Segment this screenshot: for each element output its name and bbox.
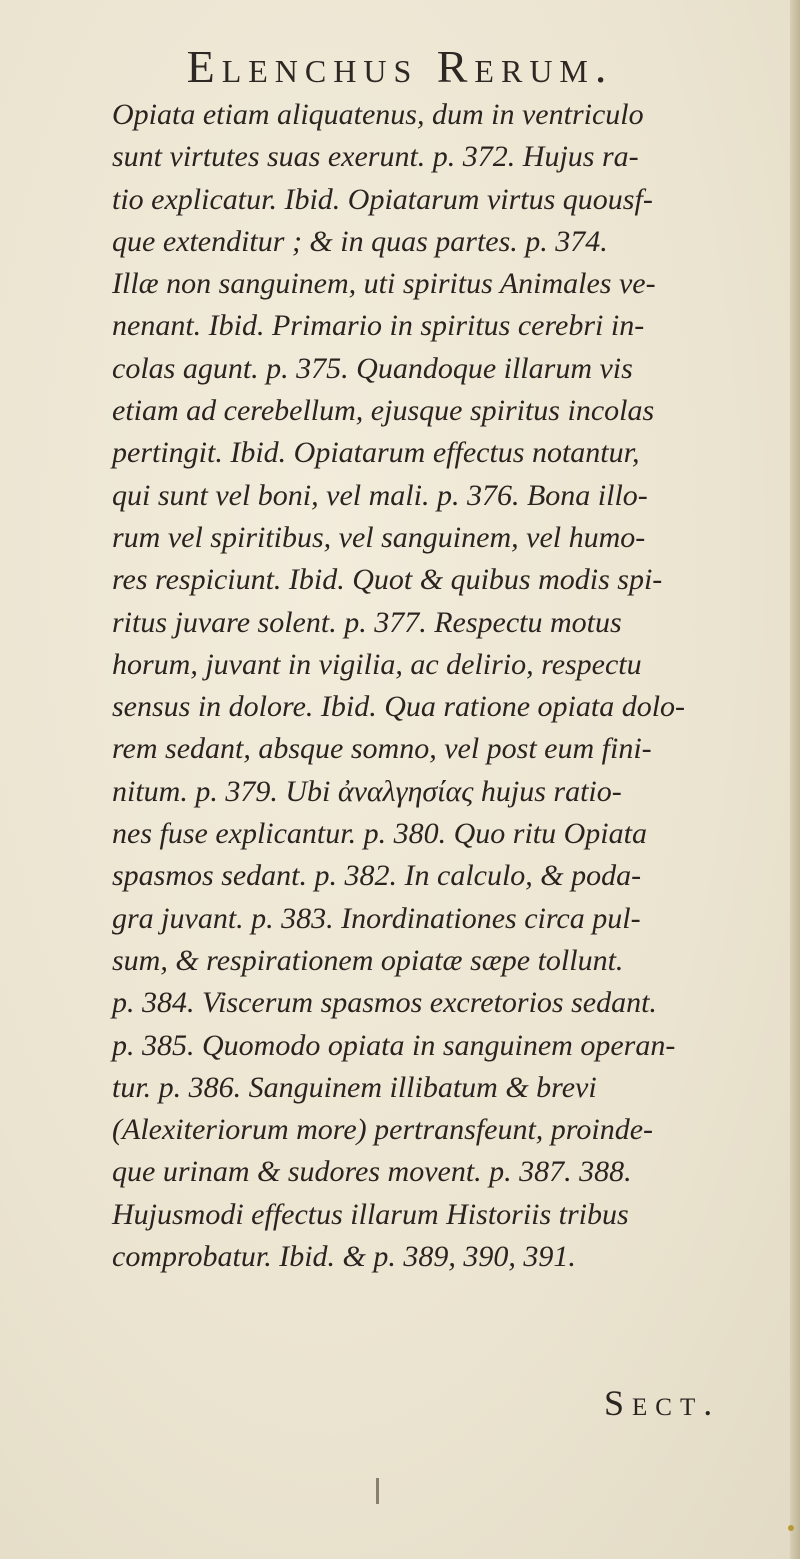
- stain-mark: [788, 1525, 794, 1531]
- text-line: Illæ non sanguinem, uti spiritus Animales ve-: [112, 267, 656, 301]
- index-entry-text: [112, 94, 800, 1278]
- catchword: Sect.: [604, 1383, 721, 1423]
- text-line: rum vel spiritibus, vel sanguinem, vel humo-: [112, 520, 646, 554]
- text-line: Opiata etiam aliquatenus, dum in ventriculo: [112, 98, 644, 131]
- text-line: sunt virtutes suas exerunt. p. 372. Hujus ra-: [112, 140, 639, 174]
- text-line: horum, juvant in vigilia, ac delirio, respectu: [112, 647, 642, 681]
- text-line: qui sunt vel boni, vel mali. p. 376. Bona illo-: [112, 478, 648, 512]
- text-line: nitum. p. 379. Ubi ἀναλγησίας hujus ratio-: [112, 774, 622, 808]
- text-line: etiam ad cerebellum, ejusque spiritus incolas: [112, 394, 655, 428]
- page-header: Elenchus Rerum.: [186, 41, 614, 92]
- text-line: colas agunt. p. 375. Quandoque illarum vis: [112, 351, 633, 385]
- text-line: que extenditur ; & in quas partes. p. 374.: [112, 224, 608, 258]
- text-line: sum, & respirationem opiatæ sæpe tollunt.: [112, 943, 624, 977]
- text-line: res respiciunt. Ibid. Quot & quibus modis spi-: [112, 563, 663, 597]
- text-line: tio explicatur. Ibid. Opiatarum virtus quousf-: [112, 182, 653, 216]
- text-line: pertingit. Ibid. Opiatarum effectus notantur,: [112, 436, 640, 470]
- text-line: gra juvant. p. 383. Inordinationes circa pul-: [112, 901, 641, 935]
- text-line: Hujusmodi effectus illarum Historiis tribus: [112, 1197, 629, 1231]
- text-line: sensus in dolore. Ibid. Qua ratione opiata dolo-: [112, 690, 686, 724]
- text-line: p. 385. Quomodo opiata in sanguinem operan-: [112, 1028, 676, 1062]
- text-line: nes fuse explicantur. p. 380. Quo ritu Opiata: [112, 817, 647, 851]
- text-line: tur. p. 386. Sanguinem illibatum & brevi: [112, 1070, 597, 1104]
- printer-mark: [376, 1478, 379, 1504]
- text-line: rem sedant, absque somno, vel post eum fini-: [112, 732, 652, 766]
- text-line: que urinam & sudores movent. p. 387. 388.: [112, 1155, 632, 1189]
- text-line: nenant. Ibid. Primario in spiritus cerebri in-: [112, 309, 645, 343]
- text-line: p. 384. Viscerum spasmos excretorios sedant.: [112, 986, 657, 1020]
- text-line: spasmos sedant. p. 382. In calculo, & poda-: [112, 859, 642, 893]
- text-line: comprobatur. Ibid. & p. 389, 390, 391.: [112, 1240, 576, 1274]
- text-line: ritus juvare solent. p. 377. Respectu motus: [112, 605, 622, 639]
- text-line: (Alexiteriorum more) pertransfeunt, proinde-: [112, 1113, 654, 1147]
